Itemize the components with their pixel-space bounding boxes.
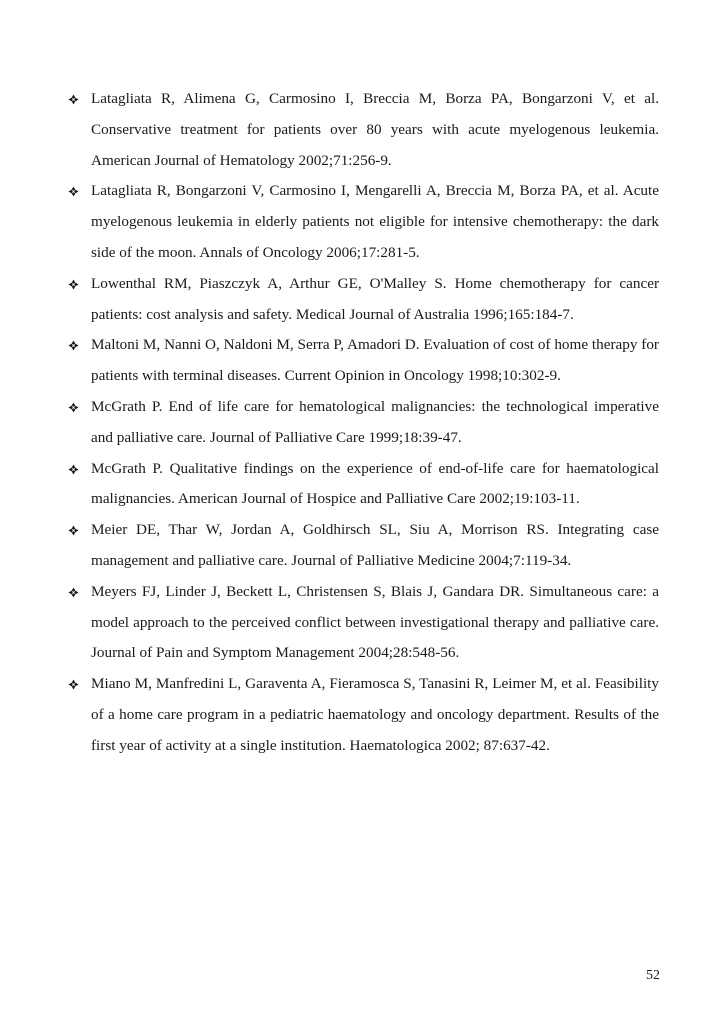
reference-text: McGrath P. Qualitative findings on the experience of end-of-life care for haematological malignancies. American Journal of Hospice and Palliative Care 2002;19:103-11. <box>91 459 659 508</box>
reference-text: McGrath P. End of life care for hematological malignancies: the technological imperative and palliative care. Journal of Palliative Care 1999;18:39-47. <box>91 397 659 446</box>
diamond-bullet-icon <box>68 269 82 300</box>
reference-item <box>68 577 659 669</box>
reference-text: Meyers FJ, Linder J, Beckett L, Christensen S, Blais J, Gandara DR. Simultaneous care: a model approach to the perceived conflict between investigational therapy and palliative care. Journal of Pain and Symptom Management 2004;28:548-56. <box>91 582 659 662</box>
reference-item <box>68 84 659 176</box>
reference-text: Latagliata R, Alimena G, Carmosino I, Breccia M, Borza PA, Bongarzoni V, et al. Conservative treatment for patients over 80 years with acute myelogenous leukemia. American Journal of Hematology 2002;71:256-9. <box>91 90 659 169</box>
reference-text: Latagliata R, Bongarzoni V, Carmosino I, Mengarelli A, Breccia M, Borza PA, et al. Acute myelogenous leukemia in elderly patients not eligible for intensive chemotherapy: the dark side of the moon. Annals of Oncology 2006;17:281-5. <box>91 182 659 261</box>
reference-item <box>68 454 659 516</box>
reference-item <box>68 669 659 761</box>
reference-text: Miano M, Manfredini L, Garaventa A, Fieramosca S, Tanasini R, Leimer M, et al. Feasibility of a home care program in a pediatric haematology and oncology department. Results of the first year of activity at a single institution. Haematologica 2002; 87:637-42. <box>91 675 659 754</box>
reference-text: Meier DE, Thar W, Jordan A, Goldhirsch SL, Siu A, Morrison RS. Integrating case management and palliative care. Journal of Palliative Medicine 2004;7:119-34. <box>91 521 659 569</box>
reference-item <box>68 269 659 331</box>
reference-item <box>68 176 659 268</box>
diamond-bullet-icon <box>68 669 82 700</box>
reference-item <box>68 515 659 577</box>
diamond-bullet-icon <box>68 84 82 115</box>
diamond-bullet-icon <box>68 577 82 608</box>
diamond-bullet-icon <box>68 176 82 207</box>
page-number: 52 <box>646 968 660 983</box>
reference-item <box>68 392 659 454</box>
diamond-bullet-icon <box>68 454 82 485</box>
reference-list <box>68 84 659 762</box>
reference-text: Maltoni M, Nanni O, Naldoni M, Serra P, Amadori D. Evaluation of cost of home therapy for patients with terminal diseases. Current Opinion in Oncology 1998;10:302-9. <box>91 336 659 385</box>
reference-item <box>68 330 659 392</box>
reference-text: Lowenthal RM, Piaszczyk A, Arthur GE, O'Malley S. Home chemotherapy for cancer patients: cost analysis and safety. Medical Journal of Australia 1996;165:184-7. <box>91 274 659 323</box>
diamond-bullet-icon <box>68 392 82 423</box>
diamond-bullet-icon <box>68 330 82 361</box>
diamond-bullet-icon <box>68 515 82 546</box>
